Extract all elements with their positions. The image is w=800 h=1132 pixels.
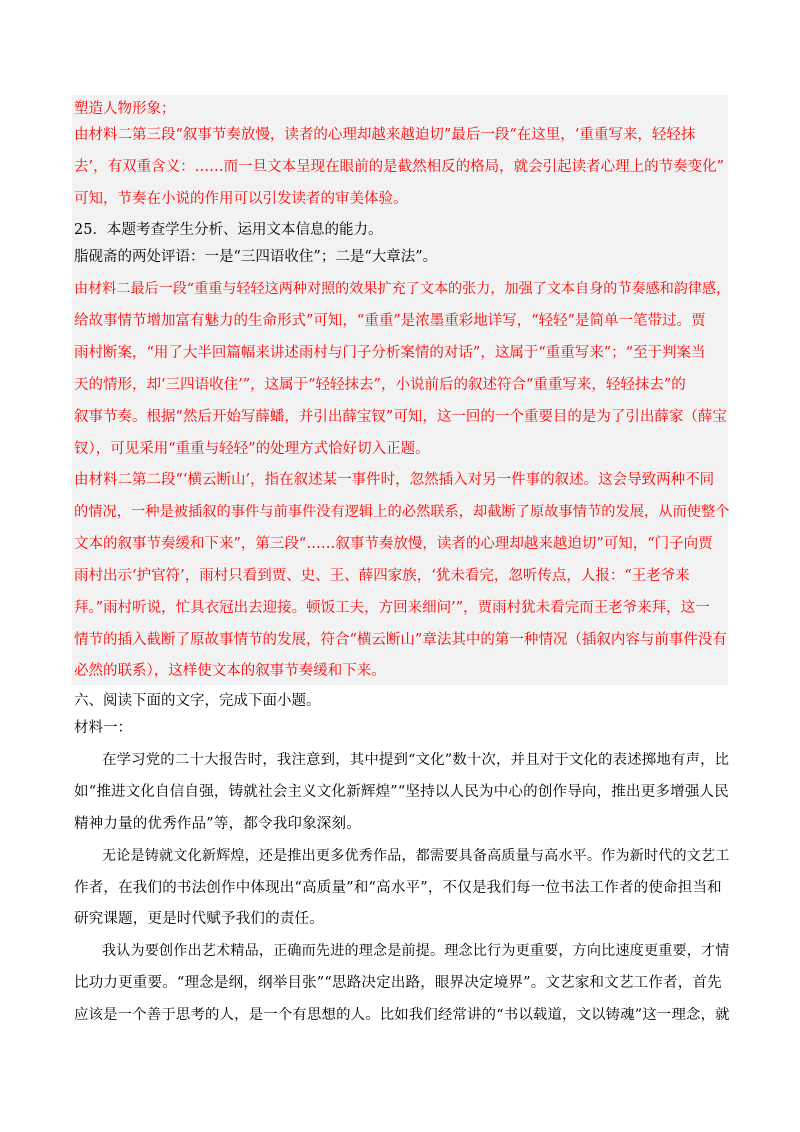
- answer-line: 由材料二第三段“叙事节奏放慢，读者的心理却越来越迫切”最后一段“在这里，‘重重写来，轻轻抹: [74, 127, 696, 143]
- material-label: 材料一：: [74, 720, 132, 736]
- answer-line: 文本的叙事节奏缓和下来”，第三段“……叙事节奏放慢，读者的心理却越来越迫切”可知，“门子向贾: [74, 536, 713, 552]
- answer-line: 情节的插入截断了原故事情节的发展，符合“横云断山”章法其中的第一种情况（插叙内容与前事件没有: [74, 632, 727, 648]
- answer-line: 去’，有双重含义：……而一旦文本呈现在眼前的是截然相反的格局，就会引起读者心理上的节奏变化”: [74, 159, 725, 175]
- answer-line: 由材料二最后一段“重重与轻轻这两种对照的效果扩充了文本的张力，加强了文本自身的节奏感和韵律感，: [74, 281, 731, 297]
- paragraph-line: 在学习党的二十大报告时，我注意到，其中提到“文化”数十次，并且对于文化的表述掷地有声，比: [102, 752, 730, 768]
- paragraph-line: 无论是铸就文化新辉煌，还是推出更多优秀作品，都需要具备高质量与高水平。作为新时代的文艺工: [102, 848, 730, 864]
- answer-line: 的情况，一种是被插叙的事件与前事件没有逻辑上的必然联系，却截断了原故事情节的发展，从而使整个: [74, 504, 730, 520]
- answer-line: 叙事节奏。根据“然后开始写薛蟠，并引出薛宝钗”可知，这一回的一个重要目的是为了引出薛家（薛宝: [74, 409, 727, 425]
- answer-line: 必然的联系），这样使文本的叙事节奏缓和下来。: [74, 663, 386, 679]
- paragraph-line: 我认为要创作出艺术精品，正确而先进的理念是前提。理念比行为更重要，方向比速度更重要，才情: [102, 943, 730, 959]
- answer-line: 钗），可见采用“重重与轻轻”的处理方式恰好切入正题。: [74, 441, 430, 457]
- answer-line: 雨村断案，“用了大半回篇幅来讲述雨村与门子分析案情的对话”，这属于“重重写来”；“至于判案当: [74, 345, 706, 361]
- answer-question-number-line: 25．本题考查学生分析、运用文本信息的能力。: [74, 222, 383, 238]
- answer-line: 由材料二第二段“‘横云断山’，指在叙述某一事件时，忽然插入对另一件事的叙述。这会导致两种不同: [74, 472, 715, 488]
- paragraph-line: 研究课题，更是时代赋予我们的责任。: [74, 911, 324, 927]
- answer-line: 给故事情节增加富有魅力的生命形式”可知，“重重”是浓墨重彩地详写，“轻轻”是简单一笔带过。贾: [74, 313, 706, 329]
- paragraph-line: 如“推进文化自信自强，铸就社会主义文化新辉煌”“坚持以人民为中心的创作导向，推出更多增强人民: [74, 784, 729, 800]
- answer-line: 塑造人物形象；: [74, 101, 176, 117]
- answer-line: 拜。”雨村听说，忙具衣冠出去迎接。顿饭工夫，方回来细问’”，贾雨村犹未看完而王老爷来拜，这一: [74, 600, 710, 616]
- answer-line: 天的情形，却‘三四语收住’”，这属于“轻轻抹去”，小说前后的叙述符合“重重写来，轻轻抹去”的: [74, 377, 686, 393]
- section-heading: 六、阅读下面的文字，完成下面小题。: [74, 693, 321, 709]
- paragraph-line: 应该是一个善于思考的人，是一个有思想的人。比如我们经常讲的“书以载道，文以铸魂”这一理念，就: [74, 1007, 730, 1023]
- answer-line: 雨村出示‘护官符’，雨村只看到贾、史、王、薛四家族，‘犹未看完，忽听传点，人报：“王老爷来: [74, 568, 690, 584]
- paragraph-line: 作者，在我们的书法创作中体现出“高质量”和“高水平”，不仅是我们每一位书法工作者的使命担当和: [74, 880, 722, 896]
- answer-line: 脂砚斋的两处评语：一是“三四语收住”；二是“大章法”。: [74, 249, 438, 265]
- paragraph-line: 精神力量的优秀作品”等，都令我印象深刻。: [74, 816, 361, 832]
- answer-line: 可知，节奏在小说的作用可以引发读者的审美体验。: [74, 191, 408, 207]
- paragraph-line: 比功力更重要。“理念是纲，纲举目张”“思路决定出路，眼界决定境界”。文艺家和文艺工作者，首先: [74, 975, 722, 991]
